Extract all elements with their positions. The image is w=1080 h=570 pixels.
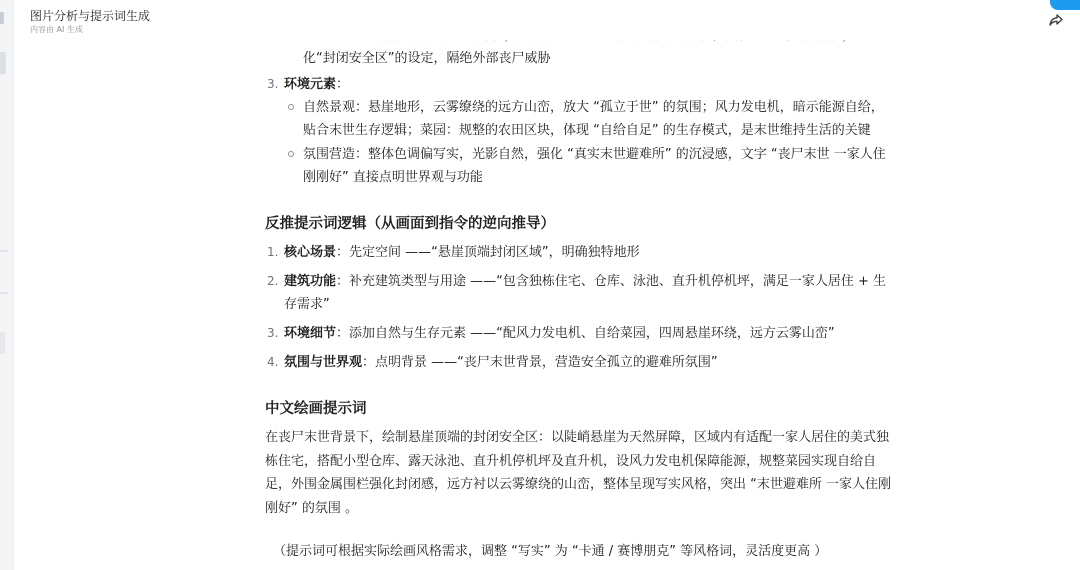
list-number: 4. bbox=[267, 355, 279, 369]
section-heading-prompt: 中文绘画提示词 bbox=[265, 401, 367, 417]
rail-divider bbox=[0, 292, 8, 294]
corner-badge[interactable] bbox=[1050, 0, 1080, 10]
step-item bbox=[265, 241, 895, 264]
bullet-text: 氛围营造：整体色调偏写实，光影自然，强化 “真实末世避难所” 的沉浸感，文字 “丧尸末世 一家人住刚刚好” 直接点明世界观与功能 bbox=[303, 147, 886, 185]
bullet-text: 化“封闭安全区”的设定，隔绝外部丧尸威胁 bbox=[303, 51, 551, 66]
section-heading-reverse: 反推提示词逻辑（从画面到指令的逆向推导） bbox=[265, 216, 555, 232]
list-number: 3. bbox=[267, 77, 279, 91]
step-label: 建筑功能 bbox=[284, 274, 337, 289]
step-label: 核心场景 bbox=[284, 245, 337, 260]
left-sidebar-rail[interactable] bbox=[0, 0, 14, 570]
step-label: 环境细节 bbox=[284, 326, 337, 341]
rail-icon[interactable] bbox=[0, 12, 4, 24]
step-text: ：补充建筑类型与用途 ——“包含独栋住宅、仓库、泳池、直升机停机坪，满足一家人居住 + 生存需求” bbox=[284, 274, 887, 312]
message-content bbox=[265, 30, 895, 563]
item-label: 环境元素 bbox=[284, 77, 337, 92]
rail-divider bbox=[0, 250, 8, 252]
list-number: 1. bbox=[267, 245, 279, 259]
list-number: 3. bbox=[267, 326, 279, 340]
list-number: 2. bbox=[267, 274, 279, 288]
step-text: ：先定空间 ——“悬崖顶端封闭区域”，明确独特地形 bbox=[336, 245, 640, 260]
page-title: 图片分析与提示词生成 bbox=[30, 9, 151, 23]
numbered-item-environment bbox=[265, 73, 895, 96]
ai-generated-label: 内容由 AI 生成 bbox=[30, 25, 83, 34]
bullet-text: 自然景观：悬崖地形，云雾缭绕的远方山峦，放大 “孤立于世” 的氛围；风力发电机，暗示能源自给，贴合末世生存逻辑；菜园：规整的农田区块，体现 “自给自足” 的生存模式，是末世维持生活的关键 bbox=[303, 100, 884, 138]
step-item bbox=[265, 270, 895, 316]
list-item bbox=[265, 96, 895, 142]
prompt-note: （提示词可根据实际绘画风格需求，调整 “写实” 为 “卡通 / 赛博朋克” 等风格词，灵活度更高 ） bbox=[273, 544, 828, 559]
rail-item[interactable] bbox=[0, 52, 6, 74]
item-colon: ： bbox=[336, 77, 350, 92]
list-item bbox=[265, 143, 895, 189]
step-text: ：点明背景 ——“丧尸末世背景，营造安全孤立的避难所氛围” bbox=[362, 355, 718, 370]
step-item bbox=[265, 351, 895, 374]
prompt-paragraph: 在丧尸末世背景下，绘制悬崖顶端的封闭安全区：以陡峭悬崖为天然屏障，区域内有适配一家人居住的美式独栋住宅，搭配小型仓库、露天泳池、直升机停机坪及直升机，设风力发电机保障能源，规整菜园实现自给自足，外围金属围栏强化封闭感，远方衬以云雾缭绕的山峦，整体呈现写实风格，突出 “末世避难所 一家人住刚刚好” 的氛围 。 bbox=[265, 430, 892, 516]
step-label: 氛围与世界观 bbox=[284, 355, 363, 370]
chat-header bbox=[14, 0, 1080, 40]
share-icon[interactable] bbox=[1048, 12, 1064, 28]
step-text: ：添加自然与生存元素 ——“配风力发电机、自给菜园，四周悬崖环绕，远方云雾山峦” bbox=[336, 326, 835, 341]
rail-item[interactable] bbox=[0, 332, 5, 354]
step-item bbox=[265, 322, 895, 345]
